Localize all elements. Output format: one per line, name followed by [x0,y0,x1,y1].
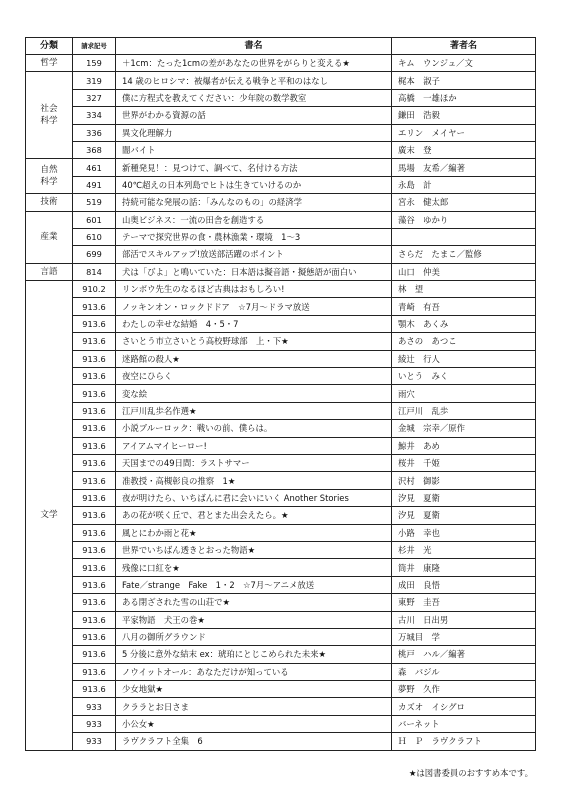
category-cell: 文学 [26,281,73,751]
code-cell: 913.6 [73,402,116,419]
category-cell: 社会 科学 [26,72,73,159]
title-cell: アイアムマイヒーロー! [116,437,392,454]
title-cell: 残像に口紅を★ [116,559,392,576]
code-cell: 933 [73,715,116,732]
code-cell: 319 [73,72,116,89]
table-row [26,437,536,454]
table-row [26,663,536,680]
author-cell: 金城 宗幸／原作 [392,420,536,437]
table-row [26,124,536,141]
table-row [26,298,536,315]
book-rows [26,55,536,751]
title-header: 書名 [116,38,392,55]
table-row [26,333,536,350]
table-row [26,72,536,89]
title-cell: 夜空にひらく [116,368,392,385]
table-row [26,89,536,106]
code-cell: 913.6 [73,559,116,576]
category-header: 分類 [26,38,73,55]
title-cell: 小公女★ [116,715,392,732]
author-cell: あさの あつこ [392,333,536,350]
title-cell: 40℃超えの日本列島でヒトは生きていけるのか [116,176,392,193]
code-cell: 913.6 [73,454,116,471]
code-cell: 491 [73,176,116,193]
title-cell: 部活でスキルアップ!放送部活躍のポイント [116,246,392,263]
code-cell: 933 [73,733,116,750]
code-cell: 913.6 [73,315,116,332]
title-cell: 闇バイト [116,141,392,158]
title-cell: 風とにわか雨と花★ [116,524,392,541]
author-cell: 藻谷 ゆかり [392,211,536,228]
title-cell: ラヴクラフト全集 6 [116,733,392,750]
code-cell: 368 [73,141,116,158]
author-cell: エリン メイヤー [392,124,536,141]
table-row [26,107,536,124]
code-cell: 913.6 [73,646,116,663]
title-cell: 新種発見！：見つけて、調べて、名付ける方法 [116,159,392,176]
title-cell: 夜が明けたら、いちばんに君に会いにいく Another Stories [116,489,392,506]
table-row [26,263,536,280]
author-cell: いとう みく [392,368,536,385]
author-cell: 筒井 康隆 [392,559,536,576]
title-cell: 世界でいちばん透きとおった物語★ [116,541,392,558]
table-row [26,594,536,611]
author-cell: 江戸川 乱歩 [392,402,536,419]
code-cell: 610 [73,228,116,245]
code-cell: 913.6 [73,681,116,698]
table-row [26,489,536,506]
code-cell: 913.6 [73,298,116,315]
code-cell: 913.6 [73,472,116,489]
author-cell: 桃戸 ハル／編著 [392,646,536,663]
table-row [26,541,536,558]
category-cell: 技術 [26,194,73,211]
author-cell: 小路 幸也 [392,524,536,541]
author-cell: 青崎 有吾 [392,298,536,315]
author-cell: 宮永 健太郎 [392,194,536,211]
table-row [26,681,536,698]
title-cell: 山奥ビジネス：一流の田舎を創造する [116,211,392,228]
title-cell: 迷路館の殺人★ [116,350,392,367]
title-cell: ある閉ざされた雪の山荘で★ [116,594,392,611]
table-row [26,524,536,541]
author-cell: 永島 計 [392,176,536,193]
author-cell: 森 バジル [392,663,536,680]
author-cell: カズオ イシグロ [392,698,536,715]
table-row [26,281,536,298]
footnote: ★は図書委員のおすすめ本です。 [408,768,533,778]
title-cell: わたしの幸せな結婚 4・5・7 [116,315,392,332]
author-cell: キム ウンジュ／文 [392,55,536,72]
table-row [26,141,536,158]
book-list-table [25,37,536,751]
table-row [26,385,536,402]
title-cell: 世界がわかる資源の話 [116,107,392,124]
title-cell: リンボウ先生のなるほど古典はおもしろい! [116,281,392,298]
author-cell: Ｈ Ｐ ラヴクラフト [392,733,536,750]
code-cell: 913.6 [73,437,116,454]
title-cell: Fate／strange Fake 1・2 ☆7月～アニメ放送 [116,576,392,593]
code-cell: 913.6 [73,663,116,680]
table-row [26,159,536,176]
table-row [26,507,536,524]
author-cell: 夢野 久作 [392,681,536,698]
author-cell: さらだ たまこ／監修 [392,246,536,263]
author-header: 著者名 [392,38,536,55]
code-cell: 159 [73,55,116,72]
table-row [26,733,536,750]
title-cell: 犬は「びよ」と鳴いていた：日本語は擬音語・擬態語が面白い [116,263,392,280]
code-header: 請求記号 [73,38,116,55]
title-cell: ＋1cm：たった1cmの差があなたの世界をがらりと変える★ [116,55,392,72]
code-cell: 519 [73,194,116,211]
title-cell: 僕に方程式を教えてください：少年院の数学教室 [116,89,392,106]
table-row [26,576,536,593]
author-cell: 綾辻 行人 [392,350,536,367]
code-cell: 913.6 [73,489,116,506]
code-cell: 913.6 [73,507,116,524]
code-cell: 913.6 [73,541,116,558]
title-cell: 少女地獄★ [116,681,392,698]
author-cell: 鯨井 あめ [392,437,536,454]
title-cell: クララとお日さま [116,698,392,715]
author-cell: 廣末 登 [392,141,536,158]
title-cell: さいとう市立さいとう高校野球部 上・下★ [116,333,392,350]
author-cell: 山口 仲美 [392,263,536,280]
code-cell: 814 [73,263,116,280]
title-cell: ノウイットオール：あなただけが知っている [116,663,392,680]
table-row [26,246,536,263]
table-row [26,420,536,437]
table-row [26,559,536,576]
code-cell: 913.6 [73,420,116,437]
title-cell: ノッキンオン・ロックドドア ☆7月～ドラマ放送 [116,298,392,315]
author-cell: 汐見 夏衛 [392,489,536,506]
author-cell: 成田 良悟 [392,576,536,593]
table-row [26,646,536,663]
code-cell: 461 [73,159,116,176]
title-cell: 准教授・高槻彰良の推察 1★ [116,472,392,489]
table-row [26,611,536,628]
title-cell: 異文化理解力 [116,124,392,141]
code-cell: 913.6 [73,350,116,367]
code-cell: 913.6 [73,524,116,541]
category-cell: 産業 [26,211,73,263]
table-row [26,55,536,72]
table-row [26,315,536,332]
category-cell: 自然 科学 [26,159,73,194]
title-cell: 八月の御所グラウンド [116,628,392,645]
author-cell: 杉井 光 [392,541,536,558]
author-cell: 桜井 千姫 [392,454,536,471]
table-row [26,211,536,228]
author-cell: 雨穴 [392,385,536,402]
table-row [26,698,536,715]
code-cell: 913.6 [73,628,116,645]
title-cell: 変な絵 [116,385,392,402]
category-cell: 哲学 [26,55,73,72]
author-cell: 汐見 夏衛 [392,507,536,524]
table-row [26,402,536,419]
title-cell: 江戸川乱歩名作選★ [116,402,392,419]
title-cell: 小説ブルーロック：戦いの前、僕らは。 [116,420,392,437]
author-cell: バーネット [392,715,536,732]
title-cell: 14 歳のヒロシマ：被爆者が伝える戦争と平和のはなし [116,72,392,89]
title-cell: 平家物語 犬王の巻★ [116,611,392,628]
author-cell: 梶本 淑子 [392,72,536,89]
title-cell: 5 分後に意外な結末 ex：琥珀にとじこめられた未来★ [116,646,392,663]
code-cell: 913.6 [73,594,116,611]
author-cell [392,228,536,245]
code-cell: 913.6 [73,333,116,350]
code-cell: 913.6 [73,611,116,628]
author-cell: 林 望 [392,281,536,298]
header-row [26,38,536,55]
author-cell: 古川 日出男 [392,611,536,628]
code-cell: 910.2 [73,281,116,298]
table-row [26,228,536,245]
author-cell: 高橋 一雄ほか [392,89,536,106]
code-cell: 913.6 [73,385,116,402]
author-cell: 鎌田 浩毅 [392,107,536,124]
code-cell: 334 [73,107,116,124]
table-row [26,368,536,385]
code-cell: 933 [73,698,116,715]
author-cell: 万城目 学 [392,628,536,645]
code-cell: 601 [73,211,116,228]
table-row [26,472,536,489]
title-cell: あの花が咲く丘で、君とまた出会えたら。★ [116,507,392,524]
code-cell: 699 [73,246,116,263]
code-cell: 336 [73,124,116,141]
author-cell: 沢村 御影 [392,472,536,489]
table-row [26,176,536,193]
title-cell: 天国までの49日間：ラストサマー [116,454,392,471]
author-cell: 東野 圭吾 [392,594,536,611]
code-cell: 913.6 [73,368,116,385]
table-row [26,715,536,732]
table-row [26,350,536,367]
author-cell: 馬場 友希／編著 [392,159,536,176]
table-row [26,628,536,645]
code-cell: 913.6 [73,576,116,593]
author-cell: 顎木 あくみ [392,315,536,332]
table-row [26,194,536,211]
code-cell: 327 [73,89,116,106]
title-cell: 持続可能な発展の話：「みんなのもの」の経済学 [116,194,392,211]
category-cell: 言語 [26,263,73,280]
table-row [26,454,536,471]
title-cell: テーマで探究世界の食・農林漁業・環境 1～3 [116,228,392,245]
